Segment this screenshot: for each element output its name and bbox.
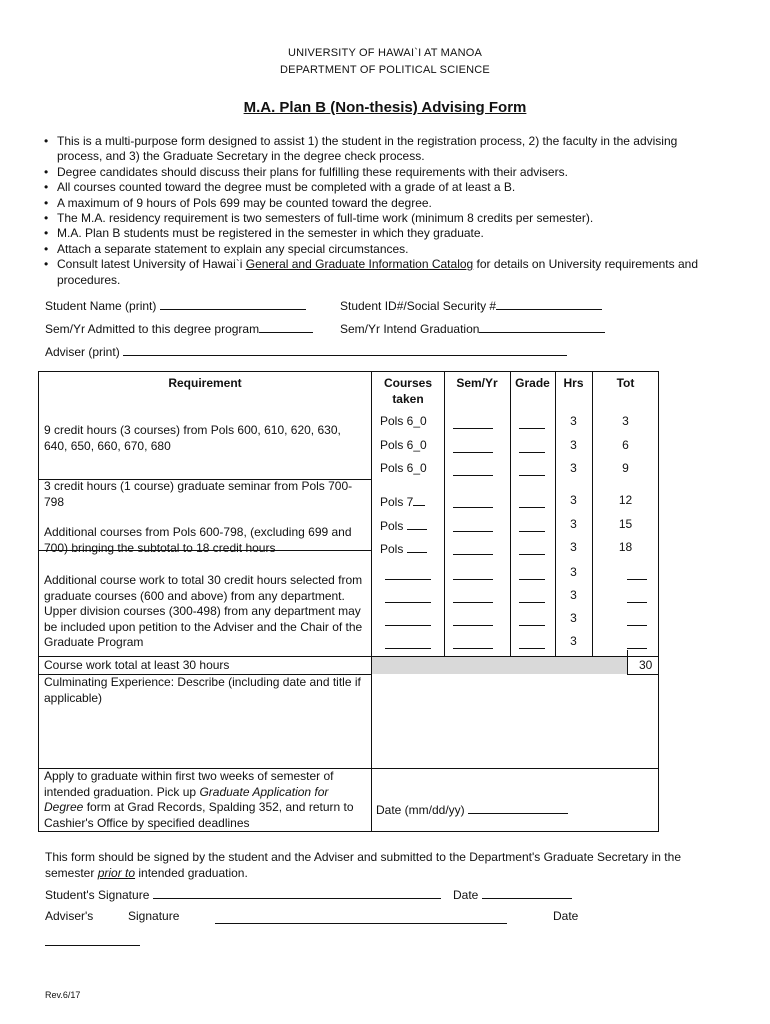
grade-blank[interactable] — [519, 625, 545, 626]
semyr-blank[interactable] — [453, 554, 493, 555]
instruction-item: • Degree candidates should discuss their plans for fulfilling these requirements with their advisers. — [42, 165, 722, 180]
tot-blank[interactable] — [627, 579, 647, 580]
semyr-blank[interactable] — [453, 602, 493, 603]
header-courses-taken: Courses taken — [383, 376, 433, 406]
adviser-signature-label-b: Signature — [128, 909, 180, 923]
header-hrs: Hrs — [563, 376, 584, 390]
tot-blank[interactable] — [627, 625, 647, 626]
semyr-blank[interactable] — [453, 428, 493, 429]
instruction-item: • M.A. Plan B students must be registered in the semester in which they graduate. — [42, 226, 722, 241]
hrs-value: 3 — [570, 611, 577, 625]
course-cell[interactable]: Pols 6_0 — [380, 461, 427, 475]
student-id-field[interactable]: Student ID#/Social Security # — [340, 297, 602, 313]
grade-blank[interactable] — [519, 475, 545, 476]
req-row-electives: Additional course work to total 30 credit hours selected from graduate courses (600 and above) from any department. Upper division courses (300-498) from any department may be included upon petition to the Adviser and the Chair of the Graduate Program — [44, 573, 363, 649]
department-name: DEPARTMENT OF POLITICAL SCIENCE — [280, 64, 490, 76]
instruction-list — [42, 134, 722, 288]
tot-value: 6 — [622, 438, 629, 452]
course-blank[interactable] — [385, 602, 431, 603]
tot-value: 30 — [639, 658, 653, 672]
grade-blank[interactable] — [519, 507, 545, 508]
hrs-value: 3 — [570, 493, 577, 507]
hrs-value: 3 — [570, 517, 577, 531]
course-cell[interactable]: Pols 7 — [380, 493, 425, 511]
instruction-item: • This is a multi-purpose form designed to assist 1) the student in the registration process, 2) the faculty in the advising process, and 3) the Graduate Secretary in the degree check process. — [42, 134, 722, 165]
tot-value: 18 — [618, 540, 633, 554]
grade-blank[interactable] — [519, 428, 545, 429]
req-row-apply-graduate: Apply to graduate within first two weeks of semester of intended graduation. Pick up Graduate Application for Degree form at Grad Records, Spalding 352, and return to Cashier's Office by specified deadlines — [44, 769, 354, 830]
sem-admitted-field[interactable]: Sem/Yr Admitted to this degree program — [45, 320, 313, 336]
student-signature-field[interactable]: Student's Signature — [45, 886, 441, 902]
tot-value: 9 — [622, 461, 629, 475]
instruction-item: • The M.A. residency requirement is two semesters of full-time work (minimum 8 credits per semester). — [42, 211, 722, 226]
semyr-blank[interactable] — [453, 579, 493, 580]
req-row-additional: Additional courses from Pols 600-798, (excluding 699 and 700) bringing the subtotal to 18 credit hours — [44, 525, 352, 555]
course-blank[interactable] — [385, 579, 431, 580]
hrs-value: 3 — [570, 461, 577, 475]
tot-value: 12 — [618, 493, 633, 507]
course-blank[interactable] — [385, 648, 431, 649]
shaded-cell — [372, 657, 627, 674]
instruction-item: • All courses counted toward the degree must be completed with a grade of at least a B. — [42, 180, 722, 195]
grade-blank[interactable] — [519, 452, 545, 453]
req-row-core: 9 credit hours (3 courses) from Pols 600, 610, 620, 630, 640, 650, 660, 670, 680 — [44, 423, 341, 453]
tot-blank[interactable] — [627, 602, 647, 603]
semyr-blank[interactable] — [453, 507, 493, 508]
tot-value: 15 — [618, 517, 633, 531]
grade-blank[interactable] — [519, 554, 545, 555]
course-cell[interactable]: Pols — [380, 540, 427, 558]
semyr-blank[interactable] — [453, 452, 493, 453]
req-row-seminar: 3 credit hours (1 course) graduate seminar from Pols 700-798 — [44, 479, 353, 509]
semyr-blank[interactable] — [453, 475, 493, 476]
student-name-field[interactable]: Student Name (print) — [45, 297, 306, 313]
catalog-link[interactable]: General and Graduate Information Catalog — [245, 257, 474, 272]
revision-label: Rev.6/17 — [45, 990, 81, 1000]
adviser-date-label: Date — [553, 909, 579, 923]
header-tot: Tot — [616, 376, 635, 390]
student-date-field[interactable]: Date — [453, 886, 572, 902]
adviser-signature-label: Adviser's — [45, 909, 94, 923]
culminating-description-field[interactable] — [373, 675, 659, 767]
header-requirement: Requirement — [168, 376, 242, 390]
course-cell[interactable]: Pols 6_0 — [380, 414, 427, 428]
course-blank[interactable] — [385, 625, 431, 626]
submission-note: This form should be signed by the student and the Adviser and submitted to the Department's Graduate Secretary in the semester prior to intended graduation. — [45, 850, 681, 880]
req-row-culminating: Culminating Experience: Describe (including date and title if applicable) — [44, 675, 361, 705]
instruction-item-catalog: • Consult latest University of Hawai`i General and Graduate Information Catalog for details on University requirements and procedures. — [42, 257, 722, 288]
semyr-blank[interactable] — [453, 648, 493, 649]
semyr-blank[interactable] — [453, 531, 493, 532]
course-cell[interactable]: Pols 6_0 — [380, 438, 427, 452]
tot-value: 3 — [622, 414, 629, 428]
semyr-blank[interactable] — [453, 625, 493, 626]
grade-blank[interactable] — [519, 648, 545, 649]
grade-blank[interactable] — [519, 579, 545, 580]
hrs-value: 3 — [570, 634, 577, 648]
instruction-item: • A maximum of 9 hours of Pols 699 may be counted toward the degree. — [42, 196, 722, 211]
hrs-value: 3 — [570, 588, 577, 602]
req-row-total: Course work total at least 30 hours — [44, 658, 230, 672]
adviser-field[interactable]: Adviser (print) — [45, 343, 567, 359]
hrs-value: 3 — [570, 540, 577, 554]
requirements-table — [38, 371, 659, 832]
course-cell[interactable]: Pols — [380, 517, 427, 535]
hrs-value: 3 — [570, 414, 577, 428]
hrs-value: 3 — [570, 565, 577, 579]
instruction-item: • Attach a separate statement to explain any special circumstances. — [42, 242, 722, 257]
grade-blank[interactable] — [519, 531, 545, 532]
form-title: M.A. Plan B (Non-thesis) Advising Form — [243, 99, 527, 116]
grade-blank[interactable] — [519, 602, 545, 603]
adviser-date-line[interactable] — [45, 933, 140, 946]
tot-blank[interactable] — [627, 648, 647, 649]
adviser-signature-line[interactable] — [215, 911, 507, 924]
header-sem-yr: Sem/Yr — [456, 376, 498, 390]
sem-graduation-field[interactable]: Sem/Yr Intend Graduation — [340, 320, 605, 336]
hrs-value: 3 — [570, 438, 577, 452]
university-name: UNIVERSITY OF HAWAI`I AT MANOA — [287, 47, 483, 59]
header-grade: Grade — [515, 376, 550, 390]
apply-date-field[interactable]: Date (mm/dd/yy) — [376, 801, 568, 819]
